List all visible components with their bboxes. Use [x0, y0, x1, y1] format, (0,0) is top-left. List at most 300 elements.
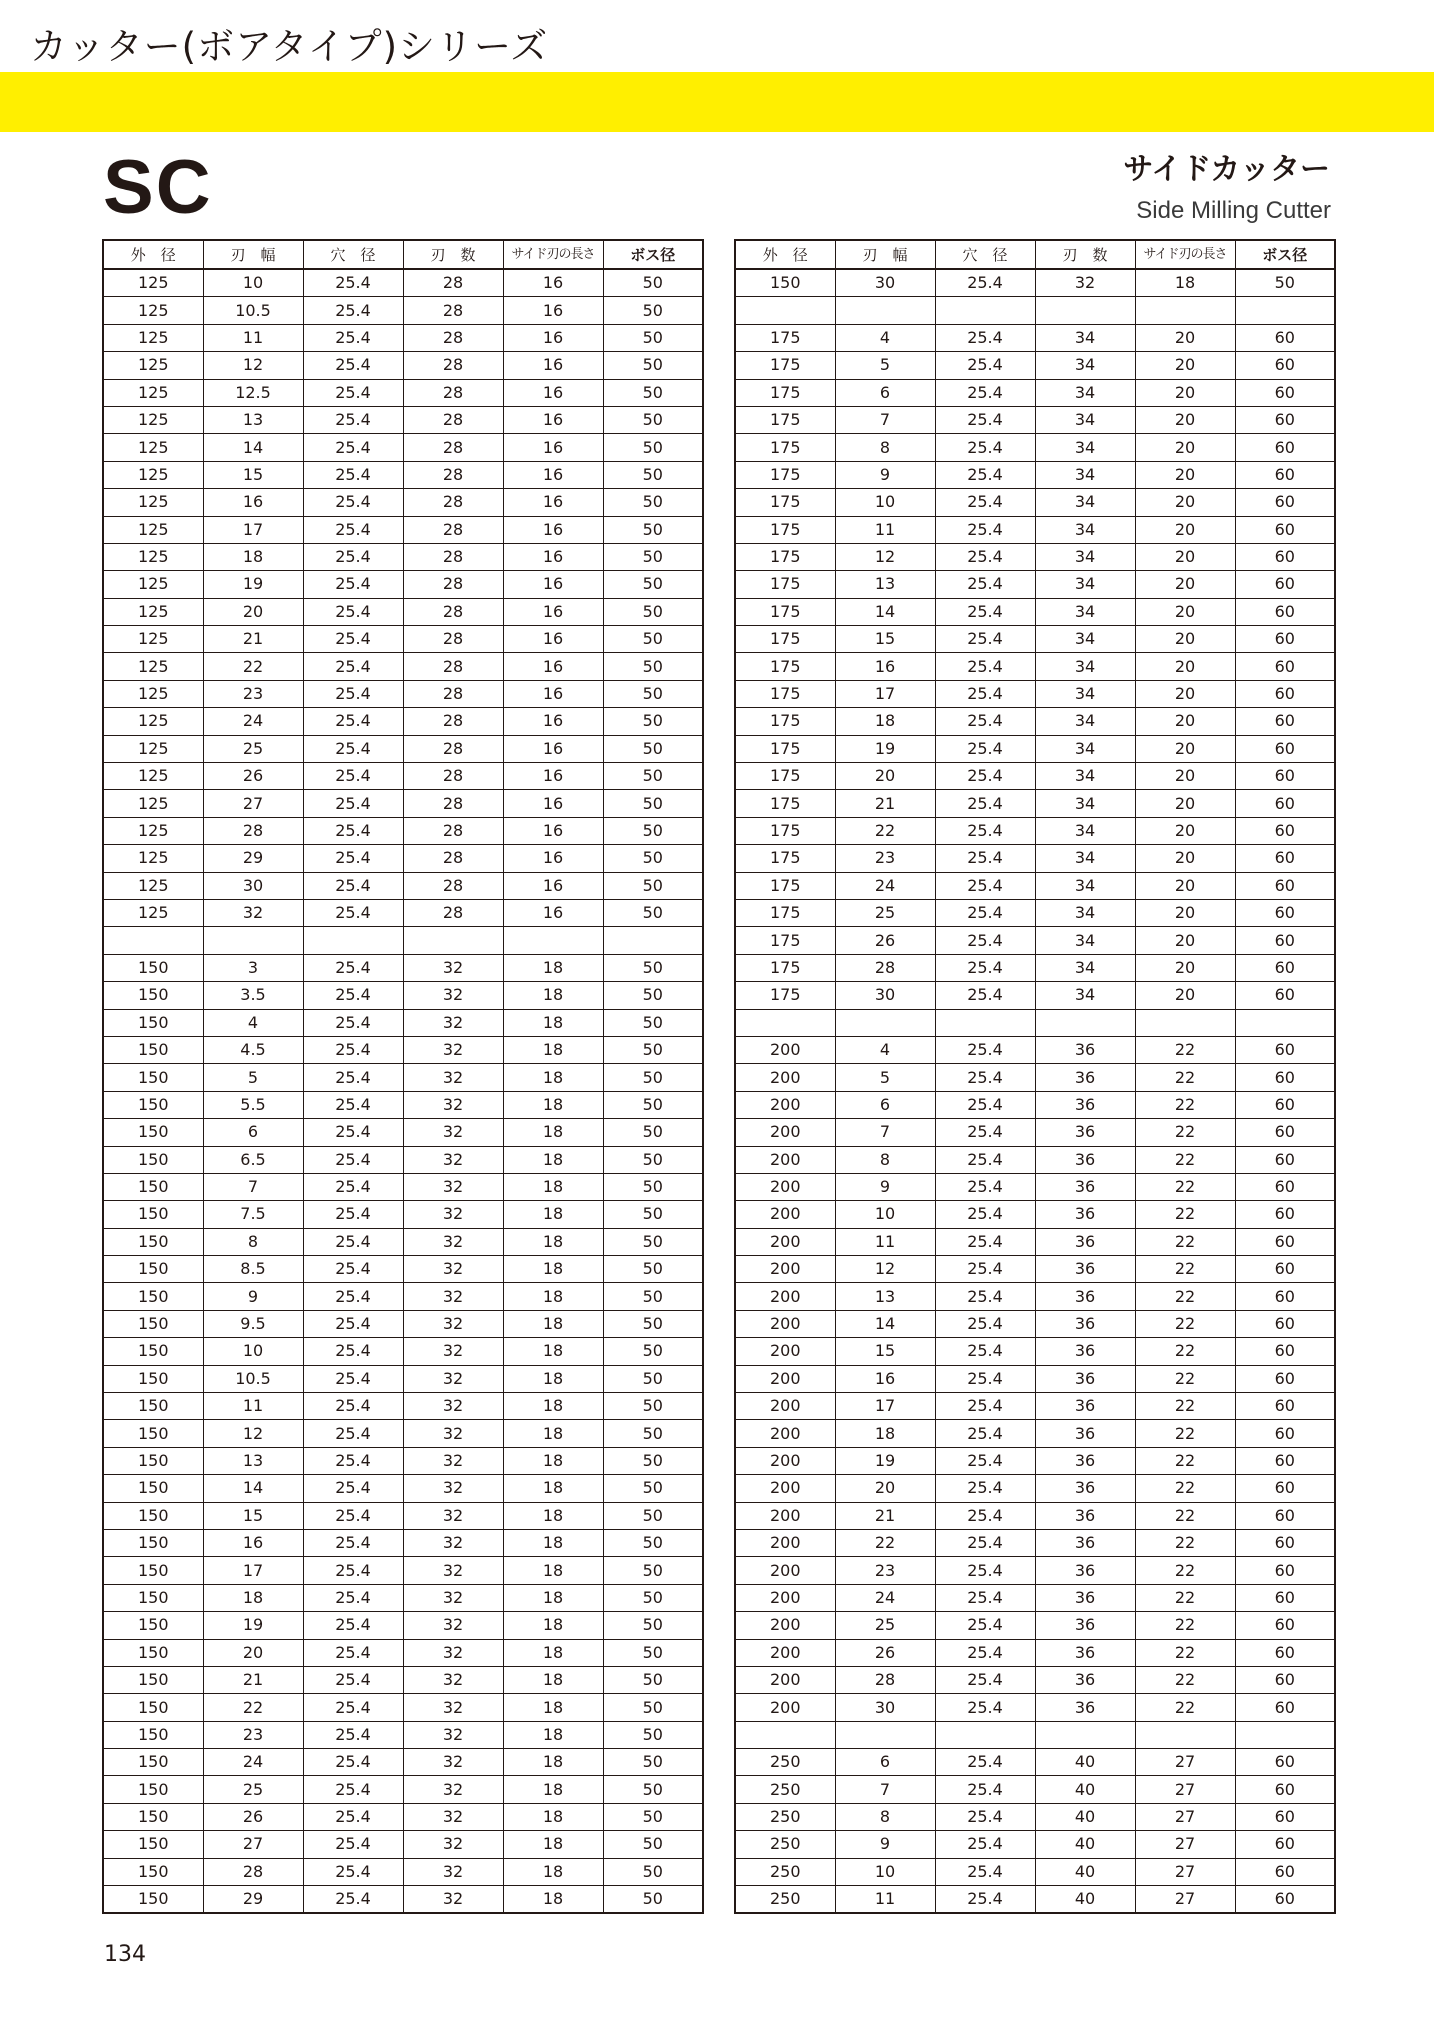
- cell-blade-width: 18: [835, 708, 935, 735]
- cell-boss-diameter: 60: [1235, 1365, 1335, 1392]
- cell-boss-diameter: 60: [1235, 899, 1335, 926]
- cell-boss-diameter: 50: [603, 1694, 703, 1721]
- cell-outer-diameter: 200: [735, 1146, 835, 1173]
- cell-bore-diameter: 25.4: [935, 1420, 1035, 1447]
- cell-blade-width: 26: [203, 1803, 303, 1830]
- cell-outer-diameter: 150: [103, 1749, 203, 1776]
- cell-outer-diameter: 175: [735, 461, 835, 488]
- cell-boss-diameter: 50: [603, 1639, 703, 1666]
- cell-bore-diameter: 25.4: [935, 516, 1035, 543]
- cell-teeth-count: 34: [1035, 817, 1135, 844]
- cell-boss-diameter: 50: [603, 434, 703, 461]
- cell-blade-width: 17: [835, 680, 935, 707]
- cell-bore-diameter: 25.4: [303, 1612, 403, 1639]
- cell-boss-diameter: 50: [603, 763, 703, 790]
- cell-teeth-count: 28: [403, 872, 503, 899]
- cell-blade-width: 6.5: [203, 1146, 303, 1173]
- cell-bore-diameter: 25.4: [303, 982, 403, 1009]
- cell-outer-diameter: 150: [103, 1776, 203, 1803]
- cell-outer-diameter: 150: [103, 1475, 203, 1502]
- cell-bore-diameter: [935, 297, 1035, 324]
- cell-side-blade-length: 16: [503, 817, 603, 844]
- cell-bore-diameter: 25.4: [935, 1310, 1035, 1337]
- cell-teeth-count: 28: [403, 598, 503, 625]
- cell-side-blade-length: 20: [1135, 982, 1235, 1009]
- cell-outer-diameter: 150: [103, 1529, 203, 1556]
- cell-outer-diameter: 150: [103, 1338, 203, 1365]
- cell-outer-diameter: 200: [735, 1694, 835, 1721]
- table-row: [103, 1146, 703, 1173]
- cell-blade-width: 8.5: [203, 1256, 303, 1283]
- cell-bore-diameter: 25.4: [935, 1803, 1035, 1830]
- cell-outer-diameter: 150: [103, 1228, 203, 1255]
- cell-side-blade-length: 18: [503, 1475, 603, 1502]
- cell-teeth-count: 40: [1035, 1776, 1135, 1803]
- cell-teeth-count: 32: [403, 1119, 503, 1146]
- cell-bore-diameter: 25.4: [303, 1256, 403, 1283]
- cell-side-blade-length: 22: [1135, 1420, 1235, 1447]
- table-row: [103, 680, 703, 707]
- cell-teeth-count: 32: [403, 1420, 503, 1447]
- cell-teeth-count: 36: [1035, 1201, 1135, 1228]
- cell-bore-diameter: 25.4: [303, 1338, 403, 1365]
- cell-outer-diameter: 175: [735, 845, 835, 872]
- cell-teeth-count: 34: [1035, 461, 1135, 488]
- cell-outer-diameter: 125: [103, 543, 203, 570]
- cell-bore-diameter: 25.4: [303, 1009, 403, 1036]
- table-row: [103, 1557, 703, 1584]
- cell-bore-diameter: 25.4: [303, 1858, 403, 1885]
- table-row: [103, 489, 703, 516]
- cell-blade-width: 7.5: [203, 1201, 303, 1228]
- table-row: [735, 489, 1335, 516]
- cell-teeth-count: 32: [403, 1091, 503, 1118]
- header-outer-diameter: 外 径: [103, 240, 203, 269]
- cell-blade-width: 27: [203, 790, 303, 817]
- cell-boss-diameter: 50: [603, 1393, 703, 1420]
- cell-side-blade-length: 16: [503, 626, 603, 653]
- table-row: [735, 543, 1335, 570]
- cell-teeth-count: 36: [1035, 1036, 1135, 1063]
- cell-teeth-count: 36: [1035, 1256, 1135, 1283]
- cell-blade-width: 22: [835, 1529, 935, 1556]
- cell-boss-diameter: 50: [603, 845, 703, 872]
- cell-boss-diameter: 50: [603, 790, 703, 817]
- table-row: [735, 1639, 1335, 1666]
- table-header-row: [103, 240, 703, 269]
- cell-blade-width: 28: [203, 1858, 303, 1885]
- cell-outer-diameter: 175: [735, 817, 835, 844]
- cell-blade-width: 29: [203, 845, 303, 872]
- cell-bore-diameter: 25.4: [303, 1201, 403, 1228]
- cell-boss-diameter: 50: [603, 1776, 703, 1803]
- table-row: [735, 1557, 1335, 1584]
- cell-bore-diameter: [303, 927, 403, 954]
- cell-blade-width: 12: [835, 543, 935, 570]
- cell-boss-diameter: [1235, 1009, 1335, 1036]
- cell-blade-width: 26: [203, 763, 303, 790]
- cell-outer-diameter: 150: [103, 1584, 203, 1611]
- cell-bore-diameter: 25.4: [303, 1557, 403, 1584]
- cell-side-blade-length: [1135, 297, 1235, 324]
- table-row: [735, 406, 1335, 433]
- cell-boss-diameter: 50: [603, 1338, 703, 1365]
- cell-bore-diameter: 25.4: [303, 653, 403, 680]
- cell-side-blade-length: 27: [1135, 1749, 1235, 1776]
- cell-boss-diameter: 60: [1235, 1173, 1335, 1200]
- cell-boss-diameter: 60: [1235, 1749, 1335, 1776]
- cell-blade-width: 6: [835, 379, 935, 406]
- header-band: [0, 72, 1434, 132]
- cell-teeth-count: 34: [1035, 352, 1135, 379]
- table-row: [735, 1529, 1335, 1556]
- cell-teeth-count: 34: [1035, 790, 1135, 817]
- table-row: [735, 735, 1335, 762]
- cell-side-blade-length: 27: [1135, 1776, 1235, 1803]
- product-code: SC: [103, 145, 213, 230]
- cell-blade-width: 8: [835, 1146, 935, 1173]
- cell-side-blade-length: 16: [503, 653, 603, 680]
- cell-teeth-count: 32: [403, 1064, 503, 1091]
- cell-bore-diameter: 25.4: [935, 1694, 1035, 1721]
- cell-boss-diameter: 60: [1235, 1283, 1335, 1310]
- cell-blade-width: 9: [835, 1173, 935, 1200]
- cell-bore-diameter: 25.4: [303, 1228, 403, 1255]
- cell-bore-diameter: 25.4: [935, 680, 1035, 707]
- cell-bore-diameter: 25.4: [935, 790, 1035, 817]
- cell-side-blade-length: 18: [503, 1146, 603, 1173]
- cell-bore-diameter: 25.4: [303, 352, 403, 379]
- cell-teeth-count: 34: [1035, 543, 1135, 570]
- cell-blade-width: 10.5: [203, 297, 303, 324]
- cell-outer-diameter: 175: [735, 406, 835, 433]
- cell-bore-diameter: 25.4: [303, 1831, 403, 1858]
- cell-outer-diameter: 150: [735, 269, 835, 297]
- cell-outer-diameter: 200: [735, 1064, 835, 1091]
- cell-outer-diameter: 175: [735, 982, 835, 1009]
- cell-bore-diameter: [935, 1009, 1035, 1036]
- table-row: [735, 1036, 1335, 1063]
- cell-blade-width: 22: [203, 1694, 303, 1721]
- cell-side-blade-length: 18: [503, 1502, 603, 1529]
- cell-boss-diameter: 60: [1235, 1393, 1335, 1420]
- cell-teeth-count: 36: [1035, 1420, 1135, 1447]
- cell-outer-diameter: 150: [103, 1119, 203, 1146]
- cell-blade-width: 8: [203, 1228, 303, 1255]
- cell-teeth-count: 32: [403, 1475, 503, 1502]
- cell-blade-width: 20: [203, 1639, 303, 1666]
- cell-boss-diameter: 50: [603, 1036, 703, 1063]
- table-row: [103, 1858, 703, 1885]
- cell-boss-diameter: 50: [603, 626, 703, 653]
- cell-teeth-count: 32: [403, 1721, 503, 1748]
- cell-bore-diameter: 25.4: [303, 763, 403, 790]
- cell-blade-width: 6: [835, 1749, 935, 1776]
- cell-blade-width: 21: [203, 1666, 303, 1693]
- cell-outer-diameter: 150: [103, 1256, 203, 1283]
- cell-side-blade-length: 22: [1135, 1310, 1235, 1337]
- table-row: [735, 1064, 1335, 1091]
- cell-blade-width: [835, 297, 935, 324]
- cell-bore-diameter: 25.4: [935, 269, 1035, 297]
- cell-blade-width: 23: [203, 1721, 303, 1748]
- cell-outer-diameter: 150: [103, 1365, 203, 1392]
- product-name-en: Side Milling Cutter: [1136, 197, 1331, 224]
- table-row: [103, 269, 703, 297]
- cell-teeth-count: [1035, 1721, 1135, 1748]
- cell-boss-diameter: 60: [1235, 1584, 1335, 1611]
- cell-blade-width: 16: [203, 1529, 303, 1556]
- cell-teeth-count: 32: [403, 1228, 503, 1255]
- cell-bore-diameter: 25.4: [303, 1036, 403, 1063]
- cell-boss-diameter: 50: [603, 1831, 703, 1858]
- cell-boss-diameter: 60: [1235, 680, 1335, 707]
- cell-teeth-count: 34: [1035, 434, 1135, 461]
- cell-boss-diameter: 50: [603, 1173, 703, 1200]
- cell-bore-diameter: 25.4: [303, 872, 403, 899]
- cell-boss-diameter: 60: [1235, 653, 1335, 680]
- cell-bore-diameter: 25.4: [935, 1886, 1035, 1914]
- cell-bore-diameter: 25.4: [935, 543, 1035, 570]
- cell-blade-width: 11: [835, 1228, 935, 1255]
- cell-side-blade-length: 18: [503, 1283, 603, 1310]
- cell-blade-width: 8: [835, 1803, 935, 1830]
- cell-bore-diameter: 25.4: [935, 982, 1035, 1009]
- cell-boss-diameter: 60: [1235, 1064, 1335, 1091]
- cell-blade-width: 28: [203, 817, 303, 844]
- cell-boss-diameter: 60: [1235, 1420, 1335, 1447]
- table-row: [735, 1228, 1335, 1255]
- cell-boss-diameter: 60: [1235, 1228, 1335, 1255]
- cell-boss-diameter: 50: [603, 1749, 703, 1776]
- cell-side-blade-length: 18: [503, 1666, 603, 1693]
- cell-teeth-count: 34: [1035, 954, 1135, 981]
- cell-boss-diameter: 50: [603, 1529, 703, 1556]
- cell-boss-diameter: 60: [1235, 1529, 1335, 1556]
- cell-side-blade-length: 18: [503, 1228, 603, 1255]
- cell-outer-diameter: 175: [735, 543, 835, 570]
- cell-boss-diameter: 50: [1235, 269, 1335, 297]
- cell-blade-width: 26: [835, 1639, 935, 1666]
- cell-bore-diameter: 25.4: [303, 708, 403, 735]
- cell-blade-width: 17: [203, 516, 303, 543]
- cell-blade-width: 20: [203, 598, 303, 625]
- cell-side-blade-length: 20: [1135, 845, 1235, 872]
- cell-outer-diameter: 175: [735, 680, 835, 707]
- cell-outer-diameter: 150: [103, 954, 203, 981]
- cell-outer-diameter: 150: [103, 1009, 203, 1036]
- cell-blade-width: 9: [835, 461, 935, 488]
- cell-blade-width: 11: [203, 324, 303, 351]
- cell-side-blade-length: 18: [503, 1393, 603, 1420]
- cell-boss-diameter: 60: [1235, 1036, 1335, 1063]
- table-row: [103, 1338, 703, 1365]
- table-row: [103, 1201, 703, 1228]
- table-row: [735, 1201, 1335, 1228]
- cell-blade-width: 23: [203, 680, 303, 707]
- cell-side-blade-length: 16: [503, 516, 603, 543]
- cell-side-blade-length: 18: [503, 1310, 603, 1337]
- cell-bore-diameter: 25.4: [303, 461, 403, 488]
- cell-outer-diameter: 250: [735, 1858, 835, 1885]
- cell-side-blade-length: 20: [1135, 324, 1235, 351]
- table-row: [735, 763, 1335, 790]
- table-row: [735, 982, 1335, 1009]
- cell-side-blade-length: [1135, 1721, 1235, 1748]
- cell-bore-diameter: 25.4: [303, 1749, 403, 1776]
- cell-outer-diameter: 200: [735, 1201, 835, 1228]
- cell-side-blade-length: 16: [503, 461, 603, 488]
- cell-side-blade-length: 20: [1135, 872, 1235, 899]
- cell-bore-diameter: 25.4: [303, 1639, 403, 1666]
- cell-boss-diameter: 60: [1235, 1639, 1335, 1666]
- cell-boss-diameter: 60: [1235, 1310, 1335, 1337]
- cell-boss-diameter: 60: [1235, 1256, 1335, 1283]
- cell-boss-diameter: 50: [603, 598, 703, 625]
- cell-side-blade-length: 16: [503, 379, 603, 406]
- cell-outer-diameter: 200: [735, 1091, 835, 1118]
- cell-blade-width: 15: [835, 1338, 935, 1365]
- cell-blade-width: [835, 1721, 935, 1748]
- cell-blade-width: 19: [203, 1612, 303, 1639]
- table-row: [735, 1310, 1335, 1337]
- cell-outer-diameter: 250: [735, 1886, 835, 1914]
- table-row: [735, 954, 1335, 981]
- cell-bore-diameter: 25.4: [935, 1393, 1035, 1420]
- cell-bore-diameter: [935, 1721, 1035, 1748]
- cell-blade-width: 10: [835, 1201, 935, 1228]
- cell-side-blade-length: 20: [1135, 489, 1235, 516]
- cell-blade-width: 24: [835, 872, 935, 899]
- table-row: [735, 1831, 1335, 1858]
- cell-boss-diameter: 50: [603, 1201, 703, 1228]
- cell-boss-diameter: 60: [1235, 1694, 1335, 1721]
- header-teeth-count: 刃 数: [403, 240, 503, 269]
- cell-boss-diameter: 60: [1235, 708, 1335, 735]
- cell-blade-width: 25: [203, 735, 303, 762]
- cell-bore-diameter: 25.4: [303, 790, 403, 817]
- table-row: [103, 1256, 703, 1283]
- cell-blade-width: 24: [203, 1749, 303, 1776]
- cell-outer-diameter: 175: [735, 598, 835, 625]
- cell-bore-diameter: 25.4: [303, 1146, 403, 1173]
- table-row: [735, 434, 1335, 461]
- cell-bore-diameter: 25.4: [303, 735, 403, 762]
- cell-teeth-count: 36: [1035, 1666, 1135, 1693]
- cell-blade-width: 15: [203, 461, 303, 488]
- cell-bore-diameter: 25.4: [935, 1529, 1035, 1556]
- cell-outer-diameter: 125: [103, 352, 203, 379]
- cell-bore-diameter: 25.4: [935, 379, 1035, 406]
- cell-side-blade-length: 22: [1135, 1064, 1235, 1091]
- cell-teeth-count: [403, 927, 503, 954]
- table-row: [103, 1447, 703, 1474]
- cell-side-blade-length: 22: [1135, 1557, 1235, 1584]
- cell-boss-diameter: 60: [1235, 1612, 1335, 1639]
- cell-bore-diameter: 25.4: [303, 406, 403, 433]
- table-row: [103, 1831, 703, 1858]
- cell-blade-width: 7: [835, 1119, 935, 1146]
- cell-outer-diameter: 175: [735, 571, 835, 598]
- cell-blade-width: 21: [203, 626, 303, 653]
- cell-bore-diameter: 25.4: [935, 1201, 1035, 1228]
- cell-teeth-count: 28: [403, 434, 503, 461]
- cell-outer-diameter: 125: [103, 653, 203, 680]
- cell-outer-diameter: 175: [735, 872, 835, 899]
- cell-blade-width: 22: [203, 653, 303, 680]
- table-row: [103, 1749, 703, 1776]
- cell-bore-diameter: 25.4: [935, 845, 1035, 872]
- cell-side-blade-length: 18: [503, 1639, 603, 1666]
- cell-teeth-count: 34: [1035, 899, 1135, 926]
- cell-blade-width: 9.5: [203, 1310, 303, 1337]
- table-row: [103, 927, 703, 954]
- cell-blade-width: 25: [203, 1776, 303, 1803]
- cell-side-blade-length: 27: [1135, 1858, 1235, 1885]
- cell-bore-diameter: 25.4: [935, 1447, 1035, 1474]
- cell-outer-diameter: 200: [735, 1036, 835, 1063]
- cell-teeth-count: 36: [1035, 1146, 1135, 1173]
- cell-side-blade-length: 16: [503, 297, 603, 324]
- cell-bore-diameter: 25.4: [935, 872, 1035, 899]
- cell-side-blade-length: 18: [503, 1831, 603, 1858]
- cell-outer-diameter: [735, 1721, 835, 1748]
- header-boss-diameter: ボス径: [603, 240, 703, 269]
- cell-blade-width: 16: [835, 1365, 935, 1392]
- cell-side-blade-length: 20: [1135, 461, 1235, 488]
- cell-outer-diameter: [735, 1009, 835, 1036]
- cell-teeth-count: 32: [403, 1612, 503, 1639]
- cell-outer-diameter: 200: [735, 1502, 835, 1529]
- cell-side-blade-length: 22: [1135, 1447, 1235, 1474]
- cell-side-blade-length: [1135, 1009, 1235, 1036]
- cell-blade-width: 10: [835, 489, 935, 516]
- cell-bore-diameter: 25.4: [303, 1064, 403, 1091]
- table-row: [103, 790, 703, 817]
- cell-side-blade-length: 18: [503, 1256, 603, 1283]
- cell-side-blade-length: 16: [503, 269, 603, 297]
- table-row: [735, 1173, 1335, 1200]
- cell-boss-diameter: 50: [603, 680, 703, 707]
- cell-bore-diameter: 25.4: [303, 434, 403, 461]
- header-bore-diameter: 穴 径: [303, 240, 403, 269]
- cell-bore-diameter: 25.4: [303, 379, 403, 406]
- table-row: [103, 1529, 703, 1556]
- cell-bore-diameter: 25.4: [303, 1283, 403, 1310]
- cell-teeth-count: 36: [1035, 1529, 1135, 1556]
- cell-teeth-count: 36: [1035, 1310, 1135, 1337]
- table-row: [103, 1502, 703, 1529]
- cell-outer-diameter: 125: [103, 489, 203, 516]
- cell-bore-diameter: 25.4: [935, 927, 1035, 954]
- cell-boss-diameter: 50: [603, 516, 703, 543]
- cell-outer-diameter: 150: [103, 982, 203, 1009]
- cell-teeth-count: 28: [403, 899, 503, 926]
- cell-bore-diameter: 25.4: [303, 1420, 403, 1447]
- cell-blade-width: 18: [203, 1584, 303, 1611]
- header-outer-diameter: 外 径: [735, 240, 835, 269]
- cell-side-blade-length: 16: [503, 845, 603, 872]
- table-row: [103, 434, 703, 461]
- cell-blade-width: 13: [835, 571, 935, 598]
- cell-boss-diameter: 50: [603, 297, 703, 324]
- cell-side-blade-length: 22: [1135, 1639, 1235, 1666]
- cell-teeth-count: 28: [403, 790, 503, 817]
- cell-blade-width: 4: [835, 324, 935, 351]
- cell-outer-diameter: 125: [103, 680, 203, 707]
- table-row: [103, 543, 703, 570]
- cell-outer-diameter: 200: [735, 1639, 835, 1666]
